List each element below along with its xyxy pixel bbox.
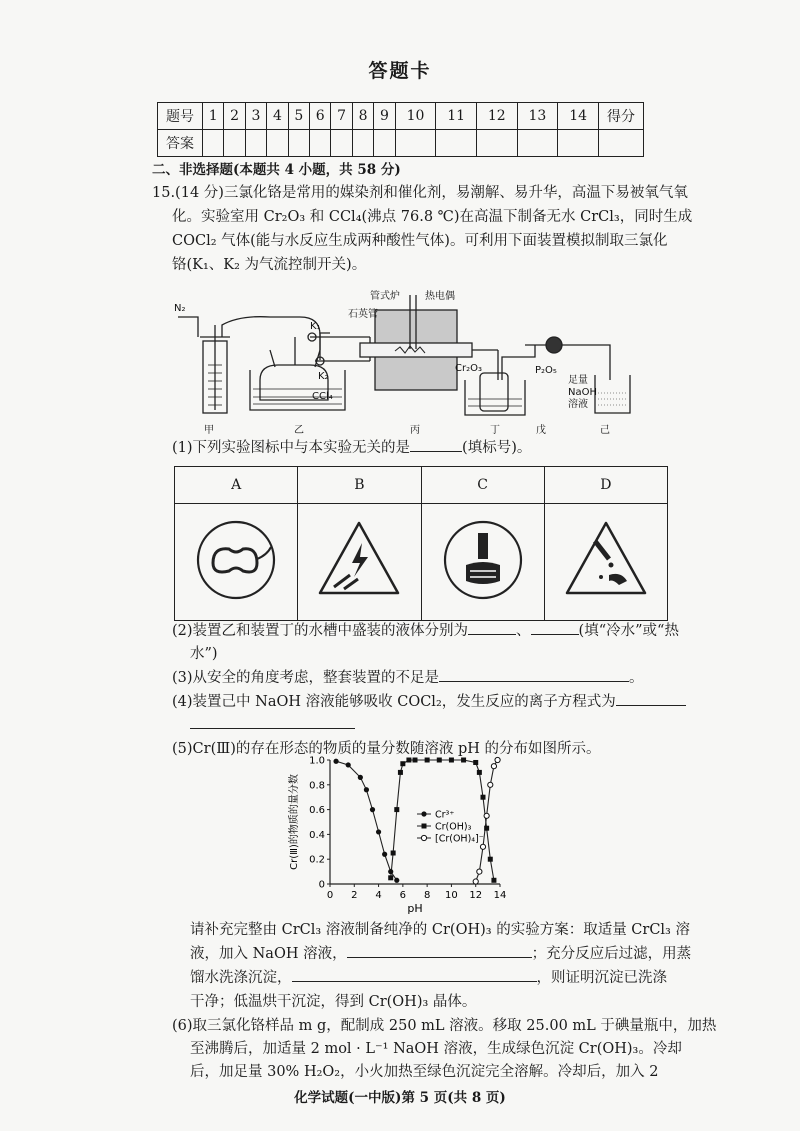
data-point: [413, 758, 418, 763]
icon-header-c: C: [421, 467, 544, 504]
legend-label: Cr³⁺: [435, 809, 455, 821]
answer-cell[interactable]: [517, 130, 558, 157]
answer-cell[interactable]: [288, 130, 309, 157]
data-point: [495, 757, 500, 762]
data-point: [388, 869, 393, 874]
answer-cell[interactable]: [310, 130, 331, 157]
answer-cell[interactable]: [476, 130, 517, 157]
data-point: [382, 852, 387, 857]
question-number-cell: 9: [374, 103, 395, 130]
data-point: [491, 878, 496, 883]
data-point: [425, 758, 430, 763]
sub4-blank-2[interactable]: [190, 714, 355, 729]
data-point: [406, 758, 411, 763]
data-point: [488, 857, 493, 862]
sub2-blank-2[interactable]: [531, 620, 579, 635]
label-thermocouple: 热电偶: [425, 291, 455, 302]
section-heading: 二、非选择题(本题共 4 小题，共 58 分): [152, 162, 401, 178]
label-n2: N₂: [174, 303, 186, 314]
data-point: [481, 795, 486, 800]
data-point: [480, 844, 485, 849]
icon-table: [174, 466, 668, 621]
label-naoh-3: 溶液: [568, 399, 588, 410]
x-tick-label: 6: [399, 890, 407, 901]
label-ccl4: CCl₄: [312, 391, 333, 402]
legend-marker: [421, 835, 426, 840]
distribution-chart: [285, 752, 525, 922]
x-axis-label: pH: [407, 902, 423, 915]
data-point: [437, 758, 442, 763]
data-point: [477, 869, 482, 874]
label-tube-furnace: 管式炉: [370, 291, 400, 302]
question-number-cell: 4: [267, 103, 288, 130]
x-tick-label: 8: [423, 890, 431, 901]
x-tick-label: 4: [375, 890, 382, 901]
answer-cell[interactable]: [374, 130, 395, 157]
icon-header-b: B: [298, 467, 421, 504]
water-bath-ding: [465, 380, 525, 415]
x-tick-label: 0: [326, 890, 334, 901]
label-score: 得分: [599, 103, 644, 130]
sub4-line2: [190, 714, 355, 737]
answer-table-header-row: [158, 103, 644, 130]
data-point: [394, 807, 399, 812]
series-line-0: [336, 761, 397, 880]
page-title: 答题卡: [368, 60, 432, 82]
y-tick-label: 0.2: [309, 854, 325, 866]
label-jia: 甲: [204, 425, 214, 436]
question-number-cell: 1: [203, 103, 224, 130]
data-point: [388, 875, 393, 880]
sub2-question: (2)装置乙和装置丁的水槽中盛装的液体分别为 、 (填“冷水”或“热: [172, 620, 679, 643]
label-naoh-1: 足量: [568, 375, 588, 386]
label-naoh-2: NaOH: [568, 387, 597, 398]
icon-header-d: D: [544, 467, 667, 504]
question-number-cell: 7: [331, 103, 352, 130]
sub3-question: (3)从安全的角度考虑，整套装置的不足是 。: [172, 667, 644, 690]
sub4-blank-1[interactable]: [616, 691, 686, 706]
sub6-line1: (6)取三氯化铬样品 m g，配制成 250 mL 溶液。移取 25.00 mL 于碘量瓶中，加热: [172, 1018, 717, 1034]
goggles-icon: [191, 515, 281, 605]
y-axis-label: Cr(Ⅲ)的物质的量分数: [289, 774, 300, 870]
data-point: [333, 759, 338, 764]
answer-cell[interactable]: [267, 130, 288, 157]
sub2-blank-1[interactable]: [468, 620, 516, 635]
data-point: [346, 762, 351, 767]
label-cr2o3: Cr₂O₃: [455, 363, 482, 374]
answer-cell[interactable]: [224, 130, 245, 157]
data-point: [477, 770, 482, 775]
label-answer: 答案: [158, 130, 203, 157]
sub4-question: (4)装置己中 NaOH 溶液能够吸收 COCl₂，发生反应的离子方程式为: [172, 691, 686, 714]
y-tick-label: 0.8: [309, 780, 325, 792]
sub5b-blank-2[interactable]: [292, 967, 537, 982]
data-point: [449, 758, 454, 763]
question-number-cell: 8: [352, 103, 373, 130]
data-point: [484, 813, 489, 818]
legend-marker: [421, 811, 426, 816]
apparatus-diagram: [170, 285, 640, 440]
sub3-blank[interactable]: [439, 667, 629, 682]
q15-line2: 化。实验室用 Cr₂O₃ 和 CCl₄(沸点 76.8 ℃)在高温下制备无水 CrCl₃，同时生成: [172, 209, 693, 225]
electricity-icon: [314, 515, 404, 605]
label-ding: 丁: [490, 425, 500, 436]
sub5-question: (5)Cr(Ⅲ)的存在形态的物质的量分数随溶液 pH 的分布如图所示。: [172, 741, 601, 757]
sub2-line2: 水”): [190, 646, 218, 662]
y-tick-label: 1.0: [309, 755, 325, 767]
question-number-cell: 10: [395, 103, 436, 130]
drying-tube: [546, 337, 562, 353]
x-tick-label: 10: [445, 890, 458, 901]
score-cell[interactable]: [599, 130, 644, 157]
label-k2: K₂: [318, 371, 329, 382]
question-number-cell: 11: [436, 103, 477, 130]
answer-table-answer-row: [158, 130, 644, 157]
data-point: [473, 879, 478, 884]
answer-cell[interactable]: [352, 130, 373, 157]
x-tick-label: 14: [493, 890, 507, 901]
sub5b-blank-1[interactable]: [347, 943, 532, 958]
data-point: [473, 760, 478, 765]
legend-label: [Cr(OH)₄]⁻: [435, 833, 484, 845]
data-point: [461, 758, 466, 763]
sub5b-line3: 馏水洗涤沉淀， ，则证明沉淀已洗涤: [190, 967, 667, 990]
question-number-cell: 3: [245, 103, 266, 130]
answer-cell[interactable]: [331, 130, 352, 157]
y-tick-label: 0: [318, 879, 325, 891]
sub1-question: (1)下列实验图标中与本实验无关的是 (填标号)。: [172, 437, 531, 460]
hand-washing-icon: [438, 515, 528, 605]
answer-cell[interactable]: [436, 130, 477, 157]
question-number-cell: 14: [558, 103, 599, 130]
legend-label: Cr(OH)₃: [435, 821, 472, 833]
sub5b-line1: 请补充完整由 CrCl₃ 溶液制备纯净的 Cr(OH)₃ 的实验方案：取适量 CrCl₃ 溶: [190, 922, 690, 938]
label-ji: 己: [600, 425, 610, 436]
q15-line1: 15.(14 分)三氯化铬是常用的媒染剂和催化剂，易潮解、易升华，高温下易被氧气氧: [152, 185, 688, 201]
data-point: [391, 851, 396, 856]
answer-cell[interactable]: [558, 130, 599, 157]
data-point: [488, 782, 493, 787]
label-yi: 乙: [294, 425, 304, 436]
data-point: [376, 829, 381, 834]
answer-cell[interactable]: [203, 130, 224, 157]
label-question-number: 题号: [158, 103, 203, 130]
y-tick-label: 0.6: [309, 805, 325, 817]
answer-cell[interactable]: [395, 130, 436, 157]
sub6-line2: 至沸腾后，加适量 2 mol · L⁻¹ NaOH 溶液，生成绿色沉淀 Cr(OH)₃。冷却: [190, 1041, 682, 1057]
data-point: [394, 878, 399, 883]
data-point: [370, 807, 375, 812]
legend-marker: [422, 824, 427, 829]
collector-bottle: [480, 373, 508, 411]
data-point: [400, 761, 405, 766]
label-quartz-tube: 石英管: [348, 309, 378, 320]
label-wu: 戊: [536, 425, 546, 436]
question-number-cell: 13: [517, 103, 558, 130]
naoh-beaker: [595, 375, 630, 413]
sub1-answer-blank[interactable]: [410, 437, 462, 452]
data-point: [398, 770, 403, 775]
sub6-line3: 后，加足量 30% H₂O₂，小火加热至绿色沉淀完全溶解。冷却后，加入 2: [190, 1064, 659, 1080]
answer-cell[interactable]: [245, 130, 266, 157]
icon-header-a: A: [175, 467, 298, 504]
question-number-cell: 5: [288, 103, 309, 130]
x-tick-label: 2: [351, 890, 358, 901]
data-point: [491, 764, 496, 769]
data-point: [364, 787, 369, 792]
question-number-cell: 12: [476, 103, 517, 130]
label-k1: K₁: [310, 321, 321, 332]
label-bing: 丙: [410, 425, 420, 436]
question-number-cell: 6: [310, 103, 331, 130]
x-tick-label: 12: [469, 890, 483, 901]
q15-line3: COCl₂ 气体(能与水反应生成两种酸性气体)。可利用下面装置模拟制取三氯化: [172, 233, 668, 249]
data-point: [484, 826, 489, 831]
label-p2o5: P₂O₅: [535, 365, 557, 376]
sub5b-line2: 液，加入 NaOH 溶液， ；充分反应后过滤，用蒸: [190, 943, 691, 966]
data-point: [358, 775, 363, 780]
page-footer: 化学试题(一中版)第 5 页(共 8 页): [294, 1090, 506, 1106]
sub5b-line4: 干净；低温烘干沉淀，得到 Cr(OH)₃ 晶体。: [190, 994, 477, 1010]
answer-table: [157, 102, 644, 157]
q15-line4: 铬(K₁、K₂ 为气流控制开关)。: [172, 257, 367, 273]
corrosive-icon: [561, 515, 651, 605]
series-line-2: [476, 760, 498, 882]
y-tick-label: 0.4: [309, 829, 325, 841]
question-number-cell: 2: [224, 103, 245, 130]
